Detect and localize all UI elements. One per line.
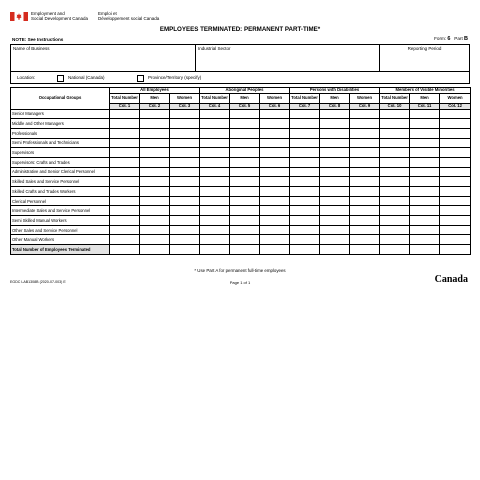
- entry-cell[interactable]: [380, 128, 410, 138]
- men-header: Men: [230, 94, 260, 104]
- province-checkbox[interactable]: [137, 75, 144, 82]
- entry-cell[interactable]: [170, 157, 200, 167]
- total-number-header: Total Number: [290, 94, 320, 104]
- location-label: Location:: [17, 75, 36, 80]
- entry-cell[interactable]: [440, 245, 471, 255]
- entry-cell[interactable]: [170, 187, 200, 197]
- entry-cell[interactable]: [110, 167, 140, 177]
- occupation-label: Semi Professionals and Technicians: [11, 138, 110, 148]
- org-line: Social Development Canada: [31, 16, 89, 21]
- group-header-disabilities: Persons with Disabilities: [290, 88, 380, 94]
- page-number: Page 1 of 1: [229, 280, 251, 285]
- entry-cell[interactable]: [410, 177, 440, 187]
- entry-cell[interactable]: [290, 167, 320, 177]
- form-page: [10, 10, 470, 285]
- entry-cell[interactable]: [320, 128, 350, 138]
- entry-cell[interactable]: [290, 206, 320, 216]
- entry-cell[interactable]: [200, 148, 230, 158]
- entry-cell[interactable]: [410, 109, 440, 119]
- entry-cell[interactable]: [110, 128, 140, 138]
- org-line: Développement social Canada: [98, 16, 160, 21]
- national-checkbox[interactable]: [57, 75, 64, 82]
- entry-cell[interactable]: [260, 196, 290, 206]
- occupation-table: [10, 87, 471, 255]
- entry-cell[interactable]: [170, 225, 200, 235]
- entry-cell[interactable]: [350, 225, 380, 235]
- entry-cell[interactable]: [440, 109, 471, 119]
- entry-cell[interactable]: [110, 245, 140, 255]
- entry-cell[interactable]: [350, 148, 380, 158]
- table-row: [11, 128, 471, 138]
- column-number: Col. 4: [200, 104, 230, 110]
- entry-cell[interactable]: [200, 235, 230, 245]
- location-row: [10, 72, 470, 84]
- entry-cell[interactable]: [140, 196, 170, 206]
- entry-cell[interactable]: [410, 216, 440, 226]
- women-header: Women: [170, 94, 200, 104]
- women-header: Women: [260, 94, 290, 104]
- entry-cell[interactable]: [230, 245, 260, 255]
- men-header: Men: [140, 94, 170, 104]
- entry-cell[interactable]: [200, 196, 230, 206]
- entry-cell[interactable]: [350, 187, 380, 197]
- entry-cell[interactable]: [380, 216, 410, 226]
- entry-cell[interactable]: [170, 109, 200, 119]
- footnote: * Use Part A for permanent full-time employees: [194, 268, 286, 273]
- total-number-header: Total Number: [380, 94, 410, 104]
- entry-cell[interactable]: [290, 148, 320, 158]
- table-row: [11, 109, 471, 119]
- entry-cell[interactable]: [380, 167, 410, 177]
- entry-cell[interactable]: [410, 235, 440, 245]
- entry-cell[interactable]: [290, 157, 320, 167]
- entry-cell[interactable]: [440, 235, 471, 245]
- entry-cell[interactable]: [410, 196, 440, 206]
- entry-cell[interactable]: [140, 167, 170, 177]
- entry-cell[interactable]: [110, 187, 140, 197]
- group-header-visible-minorities: Members of Visible Minorities: [380, 88, 471, 94]
- total-number-header: Total Number: [200, 94, 230, 104]
- entry-cell[interactable]: [230, 167, 260, 177]
- entry-cell[interactable]: [140, 225, 170, 235]
- org-name-fr: [98, 11, 159, 21]
- table-row: [11, 245, 471, 255]
- entry-cell[interactable]: [410, 206, 440, 216]
- entry-cell[interactable]: [200, 177, 230, 187]
- entry-cell[interactable]: [320, 206, 350, 216]
- entry-cell[interactable]: [140, 216, 170, 226]
- business-name-label: Name of Business: [13, 46, 50, 51]
- note-line: [10, 36, 470, 44]
- entry-cell[interactable]: [200, 109, 230, 119]
- reporting-period-label: Reporting Period: [407, 46, 442, 51]
- entry-cell[interactable]: [170, 138, 200, 148]
- canada-wordmark: Canada: [434, 274, 468, 285]
- part-label: Part: [454, 36, 463, 41]
- column-number: Col. 11: [410, 104, 440, 110]
- header: [10, 10, 470, 24]
- entry-cell[interactable]: [410, 128, 440, 138]
- entry-cell[interactable]: [440, 119, 471, 129]
- occupation-label: Intermediate Sales and Service Personnel: [11, 206, 110, 216]
- entry-cell[interactable]: [170, 177, 200, 187]
- table-row: [11, 206, 471, 216]
- entry-cell[interactable]: [140, 157, 170, 167]
- entry-cell[interactable]: [110, 177, 140, 187]
- entry-cell[interactable]: [110, 109, 140, 119]
- occupation-label: Other Sales and Service Personnel: [11, 225, 110, 235]
- entry-cell[interactable]: [350, 177, 380, 187]
- entry-cell[interactable]: [350, 216, 380, 226]
- group-header-aboriginal: Aboriginal Peoples: [200, 88, 290, 94]
- entry-cell[interactable]: [140, 235, 170, 245]
- total-number-header: Total Number: [110, 94, 140, 104]
- entry-cell[interactable]: [320, 177, 350, 187]
- entry-cell[interactable]: [230, 177, 260, 187]
- entry-cell[interactable]: [410, 187, 440, 197]
- entry-cell[interactable]: [410, 119, 440, 129]
- entry-cell[interactable]: [440, 128, 471, 138]
- org-name-en: [31, 11, 88, 21]
- entry-cell[interactable]: [200, 206, 230, 216]
- entry-cell[interactable]: [320, 196, 350, 206]
- entry-cell[interactable]: [140, 138, 170, 148]
- entry-cell[interactable]: [320, 225, 350, 235]
- entry-cell[interactable]: [320, 187, 350, 197]
- entry-cell[interactable]: [350, 128, 380, 138]
- entry-cell[interactable]: [200, 245, 230, 255]
- entry-cell[interactable]: [440, 206, 471, 216]
- entry-cell[interactable]: [410, 148, 440, 158]
- entry-cell[interactable]: [290, 138, 320, 148]
- entry-cell[interactable]: [260, 138, 290, 148]
- entry-cell[interactable]: [290, 235, 320, 245]
- entry-cell[interactable]: [110, 138, 140, 148]
- entry-cell[interactable]: [140, 245, 170, 255]
- entry-cell[interactable]: [110, 225, 140, 235]
- column-number: Col. 2: [140, 104, 170, 110]
- org-line: Emploi et: [98, 11, 117, 16]
- occupation-label: Clerical Personnel: [11, 196, 110, 206]
- entry-cell[interactable]: [320, 119, 350, 129]
- entry-cell[interactable]: [380, 187, 410, 197]
- entry-cell[interactable]: [260, 245, 290, 255]
- women-header: Women: [350, 94, 380, 104]
- entry-cell[interactable]: [140, 109, 170, 119]
- entry-cell[interactable]: [440, 196, 471, 206]
- entry-cell[interactable]: [260, 225, 290, 235]
- entry-cell[interactable]: [140, 187, 170, 197]
- entry-cell[interactable]: [110, 235, 140, 245]
- occupation-label: Supervisors: Crafts and Trades: [11, 157, 110, 167]
- occupation-label: Total Number of Employees Terminated: [11, 245, 110, 255]
- entry-cell[interactable]: [110, 196, 140, 206]
- column-number: Col. 12: [440, 104, 471, 110]
- entry-cell[interactable]: [350, 235, 380, 245]
- entry-cell[interactable]: [380, 245, 410, 255]
- entry-cell[interactable]: [110, 148, 140, 158]
- table-row: [11, 235, 471, 245]
- entry-cell[interactable]: [170, 167, 200, 177]
- entry-cell[interactable]: [320, 138, 350, 148]
- entry-cell[interactable]: [290, 225, 320, 235]
- national-label: National (Canada): [68, 75, 105, 80]
- form-number: 6: [447, 36, 451, 42]
- entry-cell[interactable]: [110, 119, 140, 129]
- men-header: Men: [410, 94, 440, 104]
- entry-cell[interactable]: [380, 177, 410, 187]
- entry-cell[interactable]: [350, 196, 380, 206]
- table-row: [11, 216, 471, 226]
- table-row: [11, 225, 471, 235]
- entry-cell[interactable]: [440, 157, 471, 167]
- entry-cell[interactable]: [170, 216, 200, 226]
- entry-cell[interactable]: [380, 138, 410, 148]
- entry-cell[interactable]: [260, 216, 290, 226]
- occupation-label: Administrative and Senior Clerical Personnel: [11, 167, 110, 177]
- entry-cell[interactable]: [320, 109, 350, 119]
- entry-cell[interactable]: [350, 167, 380, 177]
- entry-cell[interactable]: [230, 109, 260, 119]
- reporting-period-field[interactable]: [380, 45, 469, 71]
- entry-cell[interactable]: [230, 235, 260, 245]
- form-title: EMPLOYEES TERMINATED: PERMANENT PART-TIME*: [159, 26, 321, 33]
- part-letter: B: [464, 36, 468, 42]
- entry-cell[interactable]: [350, 245, 380, 255]
- entry-cell[interactable]: [350, 138, 380, 148]
- entry-cell[interactable]: [290, 245, 320, 255]
- entry-cell[interactable]: [440, 187, 471, 197]
- entry-cell[interactable]: [380, 119, 410, 129]
- entry-cell[interactable]: [320, 148, 350, 158]
- entry-cell[interactable]: [230, 138, 260, 148]
- entry-cell[interactable]: [290, 128, 320, 138]
- table-row: [11, 157, 471, 167]
- entry-cell[interactable]: [260, 206, 290, 216]
- table-row: [11, 138, 471, 148]
- entry-cell[interactable]: [290, 216, 320, 226]
- entry-cell[interactable]: [260, 109, 290, 119]
- column-number: Col. 10: [380, 104, 410, 110]
- table-row: [11, 167, 471, 177]
- note-text: NOTE: See Instructions: [12, 37, 64, 42]
- entry-cell[interactable]: [290, 177, 320, 187]
- entry-cell[interactable]: [200, 128, 230, 138]
- entry-cell[interactable]: [380, 206, 410, 216]
- column-number: Col. 5: [230, 104, 260, 110]
- table-row: [11, 177, 471, 187]
- entry-cell[interactable]: [380, 196, 410, 206]
- industrial-sector-label: Industrial Sector: [198, 46, 231, 51]
- org-line: Employment and: [31, 11, 65, 16]
- entry-cell[interactable]: [260, 167, 290, 177]
- entry-cell[interactable]: [350, 157, 380, 167]
- group-header-all: All Employees: [110, 88, 200, 94]
- industrial-sector-field[interactable]: [196, 45, 380, 71]
- occupation-label: Other Manual Workers: [11, 235, 110, 245]
- entry-cell[interactable]: [110, 206, 140, 216]
- entry-cell[interactable]: [320, 167, 350, 177]
- entry-cell[interactable]: [260, 235, 290, 245]
- entry-cell[interactable]: [200, 119, 230, 129]
- entry-cell[interactable]: [260, 128, 290, 138]
- occupation-label: Middle and Other Managers: [11, 119, 110, 129]
- entry-cell[interactable]: [410, 245, 440, 255]
- entry-cell[interactable]: [320, 216, 350, 226]
- entry-cell[interactable]: [350, 206, 380, 216]
- entry-cell[interactable]: [290, 119, 320, 129]
- entry-cell[interactable]: [440, 225, 471, 235]
- entry-cell[interactable]: [170, 148, 200, 158]
- entry-cell[interactable]: [230, 148, 260, 158]
- entry-cell[interactable]: [440, 148, 471, 158]
- entry-cell[interactable]: [230, 225, 260, 235]
- occupation-label: Semi Skilled Manual Workers: [11, 216, 110, 226]
- entry-cell[interactable]: [320, 245, 350, 255]
- entry-cell[interactable]: [260, 177, 290, 187]
- entry-cell[interactable]: [200, 167, 230, 177]
- entry-cell[interactable]: [230, 187, 260, 197]
- entry-cell[interactable]: [440, 138, 471, 148]
- entry-cell[interactable]: [200, 216, 230, 226]
- entry-cell[interactable]: [230, 196, 260, 206]
- women-header: Women: [440, 94, 471, 104]
- column-number: Col. 7: [290, 104, 320, 110]
- business-info: [10, 44, 470, 72]
- entry-cell[interactable]: [200, 138, 230, 148]
- entry-cell[interactable]: [170, 245, 200, 255]
- entry-cell[interactable]: [290, 109, 320, 119]
- entry-cell[interactable]: [410, 138, 440, 148]
- form-id: Form: 6 Part B: [434, 36, 468, 42]
- canada-flag-icon: [10, 12, 28, 21]
- entry-cell[interactable]: [230, 206, 260, 216]
- entry-cell[interactable]: [140, 148, 170, 158]
- entry-cell[interactable]: [290, 187, 320, 197]
- occupation-label: Supervisors: [11, 148, 110, 158]
- entry-cell[interactable]: [230, 216, 260, 226]
- entry-cell[interactable]: [230, 119, 260, 129]
- entry-cell[interactable]: [140, 177, 170, 187]
- entry-cell[interactable]: [260, 148, 290, 158]
- entry-cell[interactable]: [230, 128, 260, 138]
- entry-cell[interactable]: [350, 109, 380, 119]
- form-label: Form: [434, 36, 445, 41]
- entry-cell[interactable]: [380, 157, 410, 167]
- occupation-label: Senior Managers: [11, 109, 110, 119]
- entry-cell[interactable]: [320, 157, 350, 167]
- table-row: [11, 196, 471, 206]
- entry-cell[interactable]: [350, 119, 380, 129]
- entry-cell[interactable]: [170, 206, 200, 216]
- column-number: Col. 8: [320, 104, 350, 110]
- entry-cell[interactable]: [440, 167, 471, 177]
- entry-cell[interactable]: [320, 235, 350, 245]
- entry-cell[interactable]: [380, 225, 410, 235]
- table-row: [11, 187, 471, 197]
- entry-cell[interactable]: [200, 157, 230, 167]
- entry-cell[interactable]: [110, 157, 140, 167]
- entry-cell[interactable]: [110, 216, 140, 226]
- entry-cell[interactable]: [200, 187, 230, 197]
- entry-cell[interactable]: [170, 235, 200, 245]
- table-row: [11, 119, 471, 129]
- entry-cell[interactable]: [140, 206, 170, 216]
- column-number: Col. 6: [260, 104, 290, 110]
- entry-cell[interactable]: [410, 157, 440, 167]
- entry-cell[interactable]: [410, 225, 440, 235]
- table-row: [11, 148, 471, 158]
- entry-cell[interactable]: [440, 216, 471, 226]
- entry-cell[interactable]: [380, 109, 410, 119]
- entry-cell[interactable]: [290, 196, 320, 206]
- men-header: Men: [320, 94, 350, 104]
- entry-cell[interactable]: [170, 119, 200, 129]
- entry-cell[interactable]: [140, 119, 170, 129]
- column-number: Col. 1: [110, 104, 140, 110]
- entry-cell[interactable]: [260, 157, 290, 167]
- entry-cell[interactable]: [440, 177, 471, 187]
- entry-cell[interactable]: [260, 187, 290, 197]
- occupation-label: Skilled Crafts and Trades Workers: [11, 187, 110, 197]
- occupation-label: Professionals: [11, 128, 110, 138]
- business-name-field[interactable]: [11, 45, 196, 71]
- entry-cell[interactable]: [260, 119, 290, 129]
- entry-cell[interactable]: [380, 235, 410, 245]
- column-number: Col. 3: [170, 104, 200, 110]
- entry-cell[interactable]: [170, 196, 200, 206]
- entry-cell[interactable]: [140, 128, 170, 138]
- form-code: EGDC LAB1308B (2020-07-003) E: [10, 280, 66, 284]
- entry-cell[interactable]: [170, 128, 200, 138]
- column-number: Col. 9: [350, 104, 380, 110]
- occupational-groups-header: Occupational Groups: [11, 88, 110, 110]
- entry-cell[interactable]: [380, 148, 410, 158]
- entry-cell[interactable]: [200, 225, 230, 235]
- occupation-label: Skilled Sales and Service Personnel: [11, 177, 110, 187]
- entry-cell[interactable]: [410, 167, 440, 177]
- province-label: Province/Territory (specify): [148, 75, 202, 80]
- entry-cell[interactable]: [230, 157, 260, 167]
